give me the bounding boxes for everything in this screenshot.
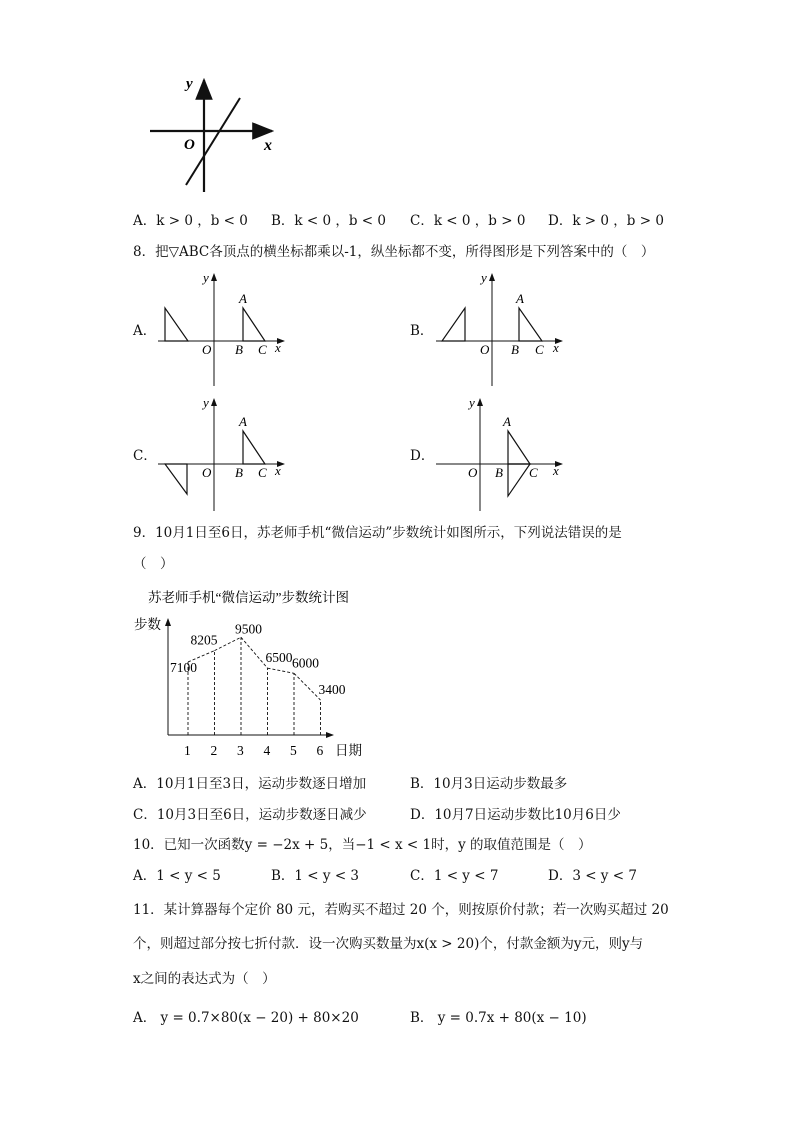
q8d-original-triangle — [508, 431, 530, 464]
q9-series-segment — [215, 637, 242, 650]
q8-graph-b — [428, 268, 568, 390]
q9-option-b[interactable]: B．10月3日运动步数最多 — [410, 776, 568, 792]
q11-option-a[interactable]: A． y = 0.7×80(x − 20) + 80×20 — [133, 1010, 359, 1026]
q8-graph-c — [150, 393, 290, 515]
svg-text:C: C — [529, 465, 538, 480]
q9-x-tick-label: 3 — [237, 743, 244, 758]
q9-data-label: 6000 — [292, 655, 319, 671]
q9-option-a[interactable]: A．10月1日至3日，运动步数逐日增加 — [133, 776, 367, 792]
q8a-original-triangle — [243, 308, 265, 341]
q9-x-tick-label: 1 — [184, 743, 191, 758]
svg-text:C: C — [535, 342, 544, 357]
q9-x-tick-label: 2 — [210, 743, 218, 758]
svg-text:x: x — [553, 340, 559, 355]
q9-option-c[interactable]: C．10月3日至6日，运动步数逐日减少 — [133, 807, 367, 823]
q9-x-tick-label: 6 — [316, 743, 324, 758]
svg-text:O: O — [468, 465, 478, 480]
q10-option-c[interactable]: C．1 < y < 7 — [410, 868, 499, 884]
q7-option-d[interactable]: D．k > 0 ，b > 0 — [548, 213, 664, 229]
svg-text:C: C — [258, 465, 267, 480]
svg-text:A: A — [239, 414, 247, 429]
svg-text:x: x — [275, 463, 281, 478]
svg-text:y: y — [203, 270, 209, 285]
q9-option-d[interactable]: D．10月7日运动步数比10月6日少 — [410, 807, 621, 823]
q10-option-a[interactable]: A．1 < y < 5 — [133, 868, 221, 884]
svg-text:O: O — [202, 342, 212, 357]
q9-data-label: 9500 — [235, 621, 262, 637]
q8-graph-a — [150, 268, 290, 390]
q9-series-segment — [294, 673, 321, 700]
svg-text:C: C — [258, 342, 267, 357]
q11-stem-line2: 个，则超过部分按七折付款．设一次购买数量为x(x > 20)个，付款金额为y元，则y与 — [133, 936, 644, 952]
svg-text:O: O — [202, 465, 212, 480]
q8d-image-triangle — [508, 464, 530, 496]
q9-series-segment — [268, 668, 295, 673]
q9-chart-title: 苏老师手机“微信运动”步数统计图 — [148, 590, 349, 605]
q9-data-label: 3400 — [318, 682, 346, 698]
q11-stem-line1: 11．某计算器每个定价 80 元，若购买不超过 20 个，则按原价付款；若一次购买超过 20 — [133, 902, 669, 918]
q11-option-b[interactable]: B． y = 0.7x + 80(x − 10) — [410, 1010, 587, 1026]
svg-text:A: A — [503, 414, 511, 429]
q9-data-label: 7100 — [170, 659, 197, 675]
svg-text:x: x — [275, 340, 281, 355]
q8-option-c-label[interactable]: C． — [133, 448, 157, 464]
q8-option-b-label[interactable]: B． — [410, 323, 434, 339]
q9-series-segment — [241, 637, 268, 668]
q8c-original-triangle — [243, 431, 265, 464]
q8a-image-triangle — [165, 308, 188, 341]
svg-text:B: B — [235, 342, 243, 357]
q9-x-tick-label: 5 — [290, 743, 297, 758]
q10-option-b[interactable]: B．1 < y < 3 — [271, 868, 360, 884]
q9-chart-ylabel: 步数 — [134, 617, 161, 632]
q8-option-d-label[interactable]: D． — [410, 448, 435, 464]
q9-step-chart — [128, 585, 388, 760]
q7-y-label: y — [186, 76, 193, 92]
svg-text:x: x — [553, 463, 559, 478]
svg-text:A: A — [516, 291, 524, 306]
q9-data-label: 6500 — [265, 650, 293, 666]
q9-x-tick-label: 4 — [263, 743, 271, 758]
q9-chart-xlabel: 日期 — [335, 743, 362, 758]
q11-stem-line3: x之间的表达式为（ ） — [133, 971, 276, 987]
q10-stem: 10．已知一次函数y = −2x + 5，当−1 < x < 1时，y 的取值范围是（ ） — [133, 837, 592, 853]
svg-text:y: y — [469, 395, 475, 410]
q9-stem-line1: 9．10月1日至6日，苏老师手机“微信运动”步数统计如图所示，下列说法错误的是 — [133, 525, 622, 541]
q7-origin-label: O — [184, 137, 195, 153]
svg-text:A: A — [239, 291, 247, 306]
q7-option-b[interactable]: B．k < 0 ，b < 0 — [271, 213, 387, 229]
q8-option-a-label[interactable]: A． — [133, 323, 157, 339]
svg-text:y: y — [481, 270, 487, 285]
q8-stem: 8．把▽ABC各顶点的横坐标都乘以-1，纵坐标都不变，所得图形是下列答案中的（ ） — [133, 244, 655, 260]
svg-text:y: y — [203, 395, 209, 410]
q7-option-a[interactable]: A．k > 0 ，b < 0 — [133, 213, 248, 229]
q8c-image-triangle — [165, 464, 187, 494]
q8b-original-triangle — [519, 308, 542, 341]
svg-text:B: B — [495, 465, 503, 480]
q7-graph — [140, 70, 290, 195]
svg-text:B: B — [511, 342, 519, 357]
q9-stem-line2: （ ） — [133, 556, 174, 572]
q8-graph-d — [428, 393, 568, 515]
q7-option-c[interactable]: C．k < 0 ，b > 0 — [410, 213, 526, 229]
q9-data-label: 8205 — [190, 632, 218, 648]
svg-text:B: B — [235, 465, 243, 480]
q7-x-label: x — [264, 137, 272, 154]
q8b-image-triangle — [442, 308, 465, 341]
svg-text:O: O — [480, 342, 490, 357]
q10-option-d[interactable]: D．3 < y < 7 — [548, 868, 637, 884]
